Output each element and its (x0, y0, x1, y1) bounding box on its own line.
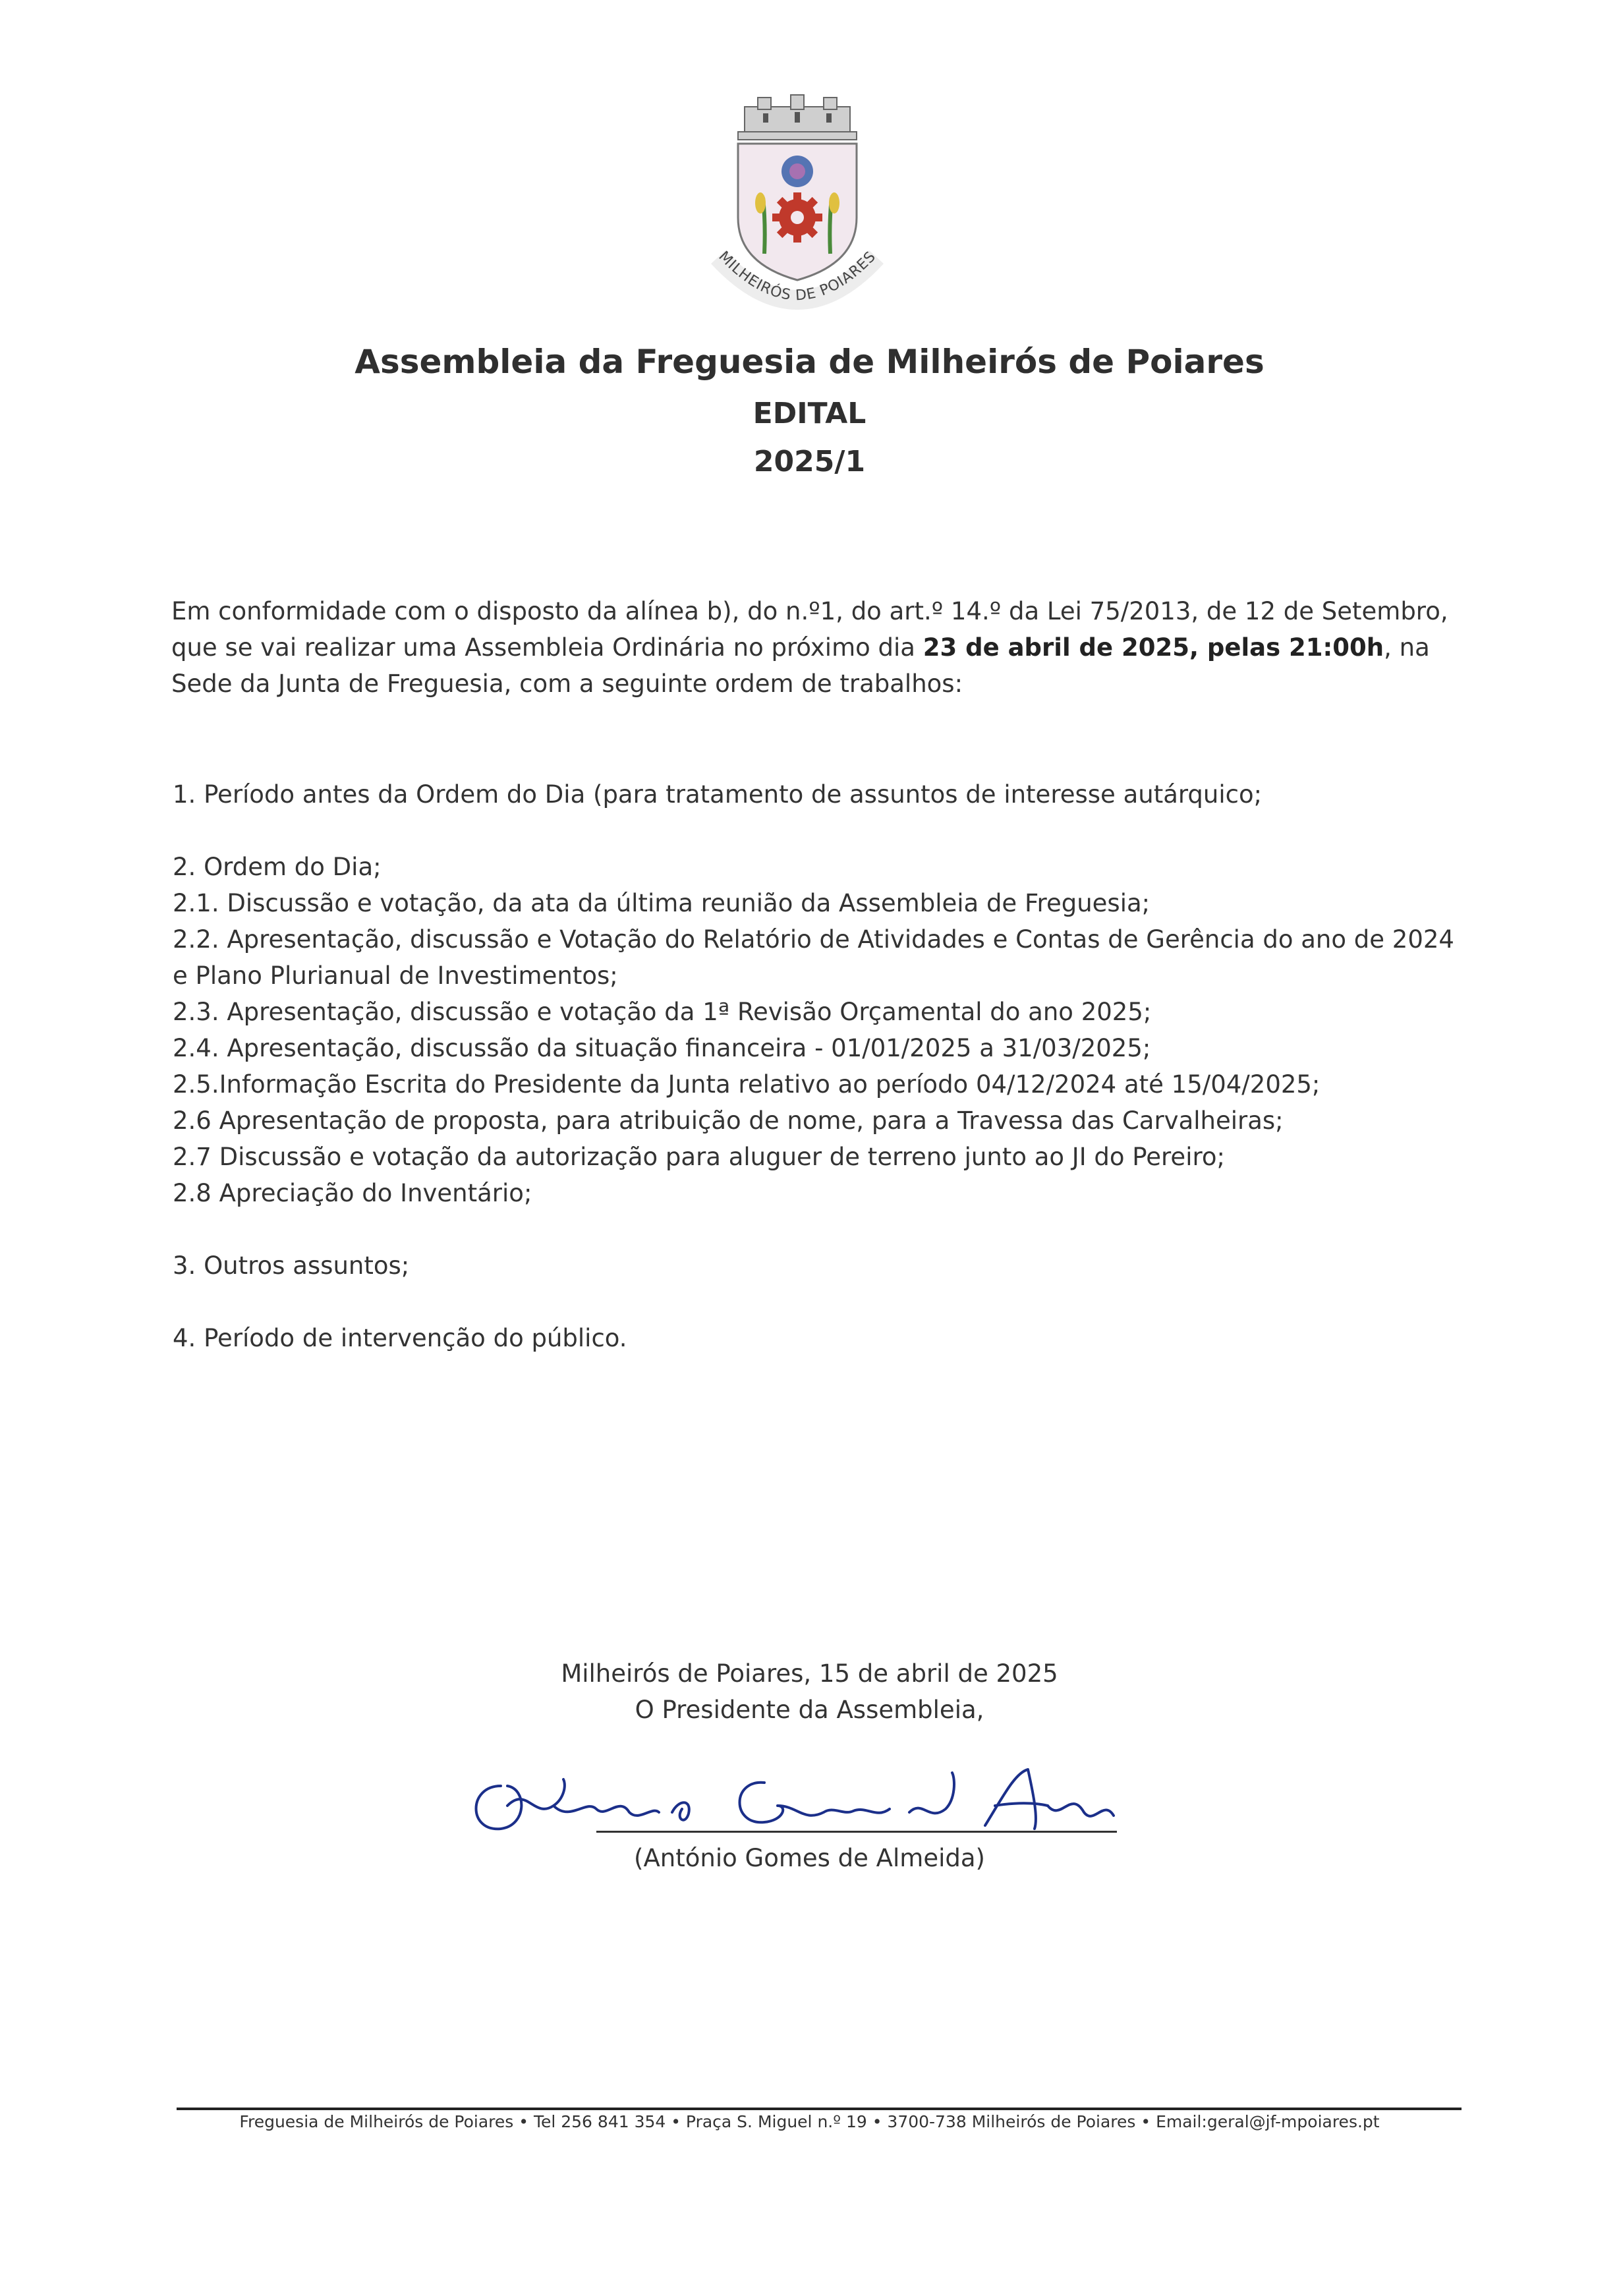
signatory-role: O Presidente da Assembleia, (635, 1696, 984, 1724)
document-title: Assembleia da Freguesia de Milheirós de Poiares (355, 343, 1264, 381)
signature-line (596, 1831, 1117, 1833)
document-subtitle: EDITAL (753, 397, 866, 430)
agenda-item-2-6: 2.6 Apresentação de proposta, para atribuição de nome, para a Travessa das Carvalheiras; (173, 1106, 1284, 1135)
signatory-name: (António Gomes de Almeida) (634, 1844, 985, 1872)
footer-divider (177, 2108, 1462, 2110)
agenda-item-2-8: 2.8 Apreciação do Inventário; (173, 1179, 532, 1207)
agenda-item-1: 1. Período antes da Ordem do Dia (para tratamento de assuntos de interesse autárquico; (173, 780, 1263, 809)
agenda-item-2-1: 2.1. Discussão e votação, da ata da última reunião da Assembleia de Freguesia; (173, 889, 1150, 917)
agenda-item-2-5: 2.5.Informação Escrita do Presidente da Junta relativo ao período 04/12/2024 até 15/04/2025; (173, 1070, 1321, 1099)
agenda-item-2-4: 2.4. Apresentação, discussão da situação financeira - 01/01/2025 a 31/03/2025; (173, 1034, 1151, 1062)
agenda-item-3: 3. Outros assuntos; (173, 1251, 410, 1280)
agenda-item-4: 4. Período de intervenção do público. (173, 1324, 627, 1352)
handwritten-signature (455, 1760, 1127, 1839)
agenda-item-2-2: 2.2. Apresentação, discussão e Votação do Relatório de Atividades e Contas de Gerência do ano de 2024 e Plano Plurianual de Investimentos; (173, 925, 1454, 990)
agenda-item-2-3: 2.3. Apresentação, discussão e votação da 1ª Revisão Orçamental do ano 2025; (173, 998, 1152, 1026)
coat-of-arms-logo (692, 92, 903, 343)
intro-text-2: , na Sede da Junta de Freguesia, com a seguinte ordem de trabalhos: (171, 633, 1430, 698)
agenda-item-2-7: 2.7 Discussão e votação da autorização para aluguer de terreno junto ao JI do Pereiro; (173, 1143, 1225, 1171)
crest-motto: MILHEIRÓS DE POIARES (715, 248, 880, 304)
intro-paragraph (171, 593, 1463, 702)
agenda-list (173, 776, 1464, 1356)
meeting-date-time: 23 de abril de 2025, pelas 21:00h (923, 633, 1384, 662)
intro-text-1: Em conformidade com o disposto da alínea b), do n.º1, do art.º 14.º da Lei 75/2013, de 12 de Setembro, que se vai realizar uma Assembleia Ordinária no próximo dia (171, 597, 1448, 662)
place-and-date: Milheirós de Poiares, 15 de abril de 2025 (561, 1659, 1058, 1688)
footer-contact: Freguesia de Milheirós de Poiares • Tel 256 841 354 • Praça S. Miguel n.º 19 • 3700-738 Milheirós de Poiares • Email:geral@jf-mpoiares.pt (239, 2112, 1380, 2131)
agenda-item-2: 2. Ordem do Dia; (173, 853, 382, 881)
edital-number: 2025/1 (753, 445, 866, 478)
